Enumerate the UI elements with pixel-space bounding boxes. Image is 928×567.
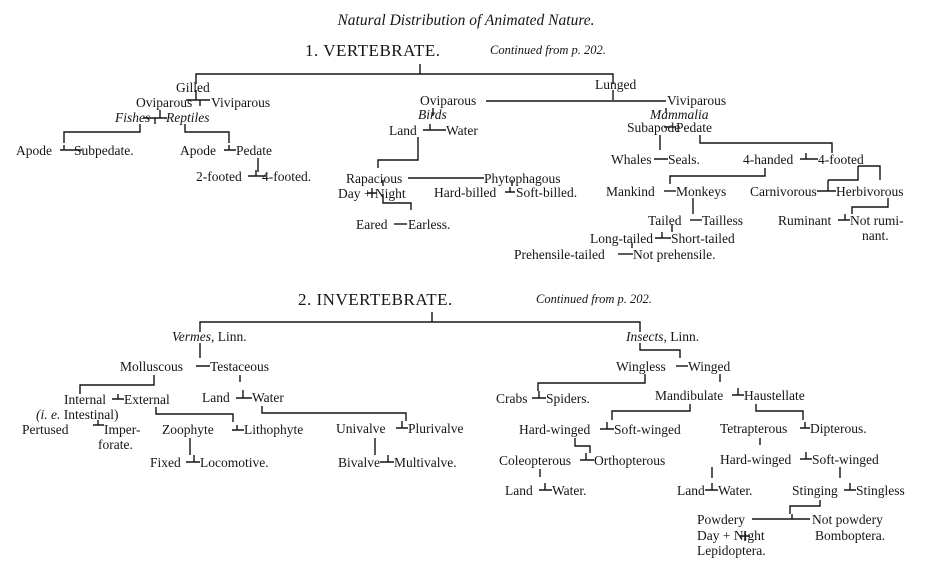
connector-land-water [423, 124, 446, 130]
node-tetrapterous: Tetrapterous [720, 421, 788, 436]
connector-external [156, 407, 233, 422]
connector-four-handed [670, 168, 765, 184]
connector-billed [505, 187, 515, 192]
node-hard-winged-2: Hard-winged [720, 452, 792, 467]
connector-vermes-insects [200, 322, 640, 332]
connector-hard-winged-2 [705, 467, 718, 490]
node-rapacious: Rapacious [346, 171, 403, 186]
connector-zoo-litho [232, 425, 244, 430]
node-mankind: Mankind [606, 184, 655, 199]
connector-zoophyte [186, 438, 200, 462]
node-water-1: Water [446, 123, 478, 138]
node-water-4: Water. [718, 483, 753, 498]
node-phytophagous: Phytophagous [484, 171, 561, 186]
node-stingless: Stingless [856, 483, 905, 498]
connector-handed-footed [800, 153, 818, 159]
node-imperforate-2: forate. [98, 437, 133, 452]
node-seals: Seals. [668, 152, 700, 167]
node-hard-winged-1: Hard-winged [519, 422, 591, 437]
connector-fishes [64, 124, 140, 143]
node-earless: Earless. [408, 217, 451, 232]
node-locomotive: Locomotive. [200, 455, 269, 470]
node-external: External [124, 392, 170, 407]
node-carnivorous: Carnivorous [750, 184, 817, 199]
node-imperforate-1: Imper- [104, 422, 141, 437]
connector-pedate-2 [700, 135, 832, 153]
node-monkeys: Monkeys [676, 184, 727, 199]
node-short-tailed: Short-tailed [671, 231, 735, 246]
node-lepidoptera: Lepidoptera. [697, 543, 766, 558]
connector-crabs-spiders [532, 391, 546, 398]
node-soft-winged-2: Soft-winged [812, 452, 879, 467]
node-molluscous: Molluscous [120, 359, 184, 374]
node-winged: Winged [688, 359, 731, 374]
node-four-footed-2: 4-footed [818, 152, 864, 167]
node-powdery: Powdery [697, 512, 745, 527]
connector-hard-soft-1 [600, 422, 614, 429]
node-pedate-2: Pedate [676, 120, 712, 135]
node-bivalve: Bivalve [338, 455, 380, 470]
node-birds: Birds [418, 107, 447, 122]
invertebrate-heading: 2. INVERTEBRATE. [298, 290, 453, 309]
node-g-viviparous: Viviparous [211, 95, 271, 110]
node-g-oviparous: Oviparous [136, 95, 193, 110]
connector-land [378, 137, 418, 168]
invertebrate-continued: Continued from p. 202. [536, 292, 652, 306]
node-land-4: Land [677, 483, 705, 498]
node-crabs: Crabs [496, 391, 528, 406]
connector-testaceous [236, 375, 252, 398]
node-l-oviparous: Oviparous [420, 93, 477, 108]
node-tailed: Tailed [648, 213, 682, 228]
node-pertused: Pertused [22, 422, 69, 437]
node-haustellate: Haustellate [744, 388, 805, 403]
connector-water-2 [262, 406, 406, 421]
node-l-viviparous: Viviparous [667, 93, 727, 108]
connector-insects [640, 343, 680, 358]
node-insects: Insects [626, 329, 664, 344]
connector-coleopterous [539, 469, 552, 490]
node-prehensile-tailed: Prehensile-tailed [514, 247, 605, 262]
node-apode-2: Apode [180, 143, 216, 158]
node-intestinal: Intestinal) [60, 407, 119, 422]
node-pedate-1: Pedate [236, 143, 272, 158]
node-herbivorous: Herbivorous [836, 184, 904, 199]
node-land-2: Land [202, 390, 230, 405]
node-soft-billed: Soft-billed. [516, 185, 578, 200]
node-dipterous: Dipterous. [810, 421, 867, 436]
node-vermes-linn: , Linn. [211, 329, 247, 344]
node-whales: Whales [611, 152, 652, 167]
node-day-night-1: Day + Night [338, 186, 406, 201]
node-multivalve: Multivalve. [394, 455, 457, 470]
node-eared: Eared [356, 217, 388, 232]
node-tailless: Tailless [702, 213, 744, 228]
node-mandibulate: Mandibulate [655, 388, 724, 403]
node-not-ruminant-2: nant. [862, 228, 889, 243]
node-hard-billed: Hard-billed [434, 185, 497, 200]
connector-mandibulate [612, 404, 690, 420]
connector-reptiles [185, 124, 229, 143]
node-bomboptera: Bomboptera. [815, 528, 886, 543]
node-vermes-group [172, 329, 247, 344]
node-gilled: Gilled [176, 80, 210, 95]
vertebrate-continued: Continued from p. 202. [490, 43, 606, 57]
connector-long-short [655, 232, 671, 238]
connector-herbivorous [852, 198, 888, 214]
node-not-ruminant-1: Not rumi- [850, 213, 904, 228]
node-intestinal-group [36, 407, 118, 422]
connector-ruminant [838, 214, 850, 220]
node-insects-group [625, 329, 699, 344]
node-mammalia: Mammalia [650, 107, 709, 122]
node-subapode: Subapode [627, 120, 681, 135]
node-fishes: Fishes [115, 110, 151, 125]
node-soft-winged-1: Soft-winged [614, 422, 681, 437]
connector-internal-external [112, 394, 124, 399]
node-day-night-2: Day + Night [697, 528, 765, 543]
connector-subapode [654, 135, 668, 159]
node-fixed: Fixed [150, 455, 181, 470]
connector-gilled-lunged [196, 74, 613, 84]
node-four-handed: 4-handed [743, 152, 794, 167]
node-internal: Internal [64, 392, 106, 407]
connector-apode-pedate [224, 145, 236, 150]
diagram-title: Natural Distribution of Animated Nature. [337, 12, 595, 29]
connector-carn-herb [817, 180, 836, 191]
node-vermes: Vermes [172, 329, 211, 344]
connector-tetra-dipt [800, 422, 810, 428]
connector-uni-pluri [396, 421, 408, 428]
node-land-1: Land [389, 123, 417, 138]
connector-soft-winged-2 [840, 467, 856, 490]
node-not-powdery: Not powdery [812, 512, 883, 527]
connector-coleo-ortho [580, 453, 594, 460]
node-long-tailed: Long-tailed [590, 231, 653, 246]
node-orthopterous: Orthopterous [594, 453, 666, 468]
node-stinging: Stinging [792, 483, 838, 498]
node-intestinal-ie: (i. e. [36, 407, 61, 422]
node-insects-linn: , Linn. [663, 329, 700, 344]
node-land-3: Land [505, 483, 533, 498]
node-apode-1: Apode [16, 143, 52, 158]
node-two-footed: 2-footed [196, 169, 242, 184]
connector-four-footed [828, 166, 880, 180]
connector-winged [720, 374, 744, 395]
node-spiders: Spiders. [546, 391, 590, 406]
connector-powdery [752, 514, 810, 519]
node-univalve: Univalve [336, 421, 386, 436]
connector-vermes [196, 343, 210, 366]
node-wingless: Wingless [616, 359, 666, 374]
node-coleopterous: Coleopterous [499, 453, 571, 468]
node-water-3: Water. [552, 483, 587, 498]
connector-hard-winged-1 [575, 438, 590, 453]
vertebrate-heading: 1. VERTEBRATE. [305, 41, 441, 60]
connector-wingless [538, 374, 645, 391]
node-reptiles: Reptiles [166, 110, 210, 125]
node-zoophyte: Zoophyte [162, 422, 214, 437]
node-plurivalve: Plurivalve [408, 421, 464, 436]
node-subpedate: Subpedate. [74, 143, 134, 158]
node-lunged: Lunged [595, 77, 637, 92]
node-lithophyte: Lithophyte [244, 422, 304, 437]
node-not-prehensile: Not prehensile. [633, 247, 716, 262]
node-water-2: Water [252, 390, 284, 405]
node-ruminant: Ruminant [778, 213, 832, 228]
connector-haustellate [756, 404, 803, 420]
node-four-footed-1: 4-footed. [262, 169, 312, 184]
node-testaceous: Testaceous [210, 359, 270, 374]
